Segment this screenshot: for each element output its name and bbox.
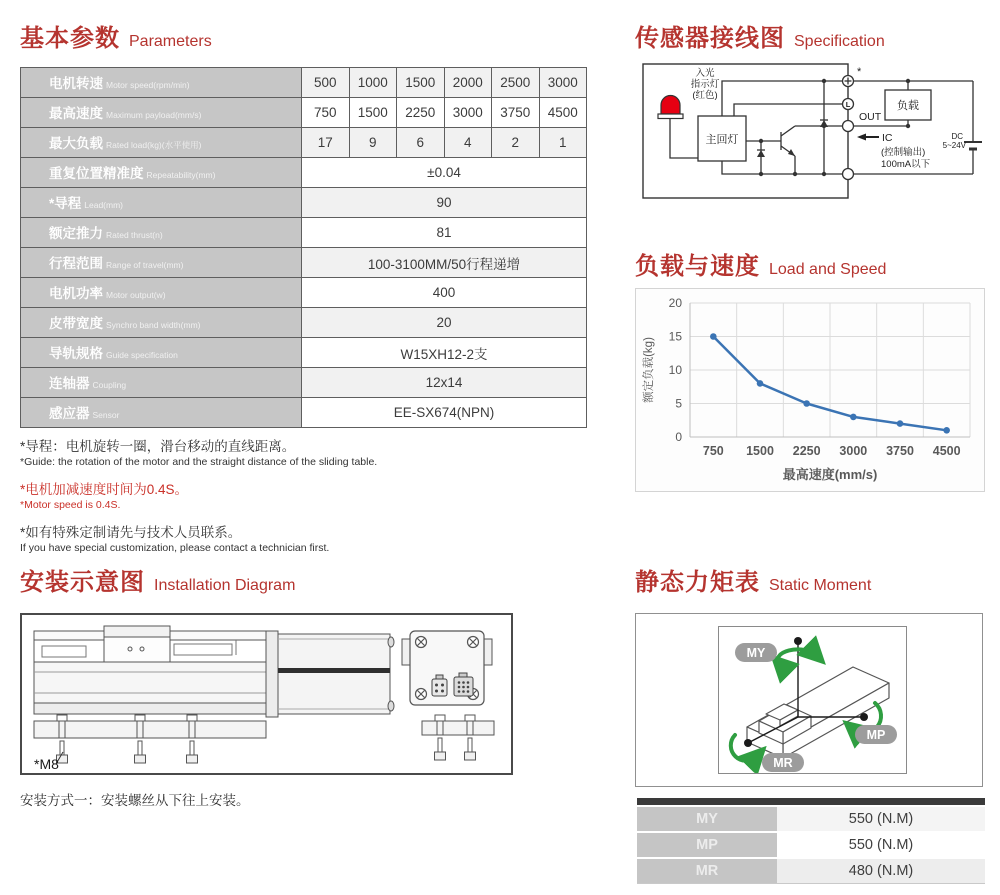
param-label-cell — [21, 308, 302, 338]
load-speed-section-title — [635, 246, 886, 281]
param-value-cell: 3000 — [444, 98, 492, 128]
static-moment-title-zh: 静态力矩表 — [635, 569, 760, 596]
param-row — [21, 398, 587, 428]
chart-gridlines — [690, 303, 970, 437]
static-moment-title-en: Static Moment — [769, 577, 872, 594]
sensor-title-zh: 传感器接线图 — [635, 25, 785, 52]
param-label-en: Maximum payload(mm/s) — [106, 110, 202, 120]
param-label-en: Guide specification — [106, 350, 178, 360]
current-limit-label: 100mA以下 — [881, 159, 931, 170]
param-value-cell: 2000 — [444, 68, 492, 98]
ic-arrow — [857, 134, 879, 141]
param-row — [21, 188, 587, 218]
sensor-wiring-diagram — [633, 58, 987, 208]
data-point-marker — [803, 400, 810, 407]
x-tick-label: 1500 — [746, 444, 774, 458]
param-value-cell: 17 — [302, 128, 350, 158]
param-label-en: Lead(mm) — [84, 200, 123, 210]
param-label-cell — [21, 128, 302, 158]
installation-caption: 安装方式一：安装螺丝从下往上安装。 — [20, 793, 250, 808]
param-label-cell — [21, 158, 302, 188]
param-label-zh: *导程 — [49, 196, 82, 211]
param-label-en: Coupling — [92, 380, 127, 390]
param-label-zh: 重复位置精准度 — [49, 166, 144, 181]
param-label-zh: 连轴器 — [49, 376, 90, 391]
footnotes-block — [20, 438, 580, 568]
param-value-cell: 4500 — [539, 98, 587, 128]
y-tick-label: 10 — [668, 363, 682, 377]
param-label-cell — [21, 278, 302, 308]
parameters-table — [20, 67, 587, 428]
param-value-cell: 90 — [302, 188, 587, 218]
param-value-cell: 1 — [539, 128, 587, 158]
led-label-line3: (红色) — [692, 90, 718, 101]
x-tick-label: 3750 — [886, 444, 914, 458]
main-circuit-label: 主回灯 — [705, 134, 739, 146]
footnote-group — [20, 524, 580, 555]
footnote-group — [20, 481, 580, 512]
chart-x-axis-title: 最高速度(mm/s) — [782, 467, 878, 482]
dc-range-label: 5~24V — [942, 141, 966, 150]
param-value-cell: 2500 — [492, 68, 540, 98]
led-label-line1: 入光 — [695, 68, 715, 79]
out-label: OUT — [859, 111, 882, 123]
moment-row-value: 550 (N.M) — [777, 833, 985, 857]
param-value-cell: ±0.04 — [302, 158, 587, 188]
param-value-cell: 2 — [492, 128, 540, 158]
load-box-label: 负载 — [897, 100, 919, 112]
footnote-group — [20, 438, 580, 469]
param-label-cell — [21, 338, 302, 368]
param-value-cell: 3000 — [539, 68, 587, 98]
rail-side-view — [34, 626, 266, 714]
param-label-zh: 最高速度 — [49, 106, 103, 121]
param-label-en: Range of travel(mm) — [106, 260, 184, 270]
y-tick-label: 5 — [675, 396, 682, 411]
ic-label: IC — [882, 132, 893, 144]
param-value-cell: 1500 — [397, 68, 445, 98]
param-value-cell: 750 — [302, 98, 350, 128]
param-row — [21, 128, 587, 158]
param-label-zh: 电机功率 — [49, 286, 103, 301]
param-row — [21, 248, 587, 278]
m8-bolt-icons — [57, 741, 198, 763]
param-label-cell — [21, 368, 302, 398]
m8-screw-label: *M8 — [34, 756, 59, 772]
x-tick-label: 750 — [702, 444, 724, 458]
param-label-zh: 最大负载 — [49, 136, 103, 151]
installation-drawing-frame — [20, 613, 513, 775]
x-tick-label: 3000 — [839, 444, 868, 458]
l-terminal-label: L — [845, 100, 851, 109]
static-moment-figure-inner — [718, 626, 907, 774]
param-label-en: Synchro band width(mm) — [106, 320, 201, 330]
param-label-en: Sensor — [92, 410, 120, 420]
load-speed-chart-box — [635, 288, 985, 492]
installation-drawing — [22, 615, 511, 773]
my-axis-label: MY — [746, 646, 766, 660]
param-label-zh: 皮带宽度 — [49, 316, 103, 331]
param-row — [21, 98, 587, 128]
param-row — [21, 338, 587, 368]
installation-title-zh: 安装示意图 — [20, 569, 145, 596]
moment-table-row — [637, 807, 985, 831]
param-row — [21, 218, 587, 248]
mp-axis-label: MP — [866, 728, 886, 742]
param-row — [21, 368, 587, 398]
footnote-en: If you have special customization, please contact a technician first. — [20, 541, 330, 554]
data-point-marker — [850, 414, 857, 421]
static-moment-diagram — [719, 627, 906, 773]
param-label-cell — [21, 398, 302, 428]
parameters-section-title — [20, 18, 212, 53]
moment-table-row — [637, 833, 985, 857]
param-value-cell: 1000 — [349, 68, 397, 98]
param-label-zh: 行程范围 — [49, 256, 103, 271]
footnote-zh: *导程：电机旋转一圈，滑台移动的直线距离。 — [20, 439, 296, 454]
param-value-cell: EE-SX674(NPN) — [302, 398, 587, 428]
moment-row-value: 550 (N.M) — [777, 807, 985, 831]
chart-tick-labels — [669, 296, 961, 458]
param-label-cell — [21, 188, 302, 218]
param-row — [21, 68, 587, 98]
chart-y-axis-title: 额定负载(kg) — [643, 337, 655, 403]
load-speed-title-en: Load and Speed — [769, 261, 887, 278]
param-value-cell: 2250 — [397, 98, 445, 128]
parameters-title-en: Parameters — [129, 33, 212, 50]
param-value-cell: 6 — [397, 128, 445, 158]
param-value-cell: 400 — [302, 278, 587, 308]
param-label-en: Motor speed(rpm/min) — [106, 80, 190, 90]
y-tick-label: 15 — [668, 329, 682, 344]
param-value-cell: 12x14 — [302, 368, 587, 398]
moment-row-value: 480 (N.M) — [777, 859, 985, 883]
dc-label: DC — [951, 132, 963, 141]
control-output-label: (控制输出) — [881, 147, 926, 158]
led-label — [691, 67, 720, 101]
param-value-cell: 20 — [302, 308, 587, 338]
moment-row-label: MP — [637, 833, 777, 857]
mr-axis-label: MR — [773, 756, 793, 770]
moment-table-row — [637, 859, 985, 883]
footnote-en: *Guide: the rotation of the motor and the straight distance of the sliding table. — [20, 455, 378, 468]
param-value-cell: 1500 — [349, 98, 397, 128]
param-label-cell — [21, 98, 302, 128]
load-speed-title-zh: 负载与速度 — [635, 253, 760, 280]
parameters-title-zh: 基本参数 — [20, 25, 120, 52]
param-row — [21, 158, 587, 188]
param-label-en: Rated thrust(n) — [106, 230, 163, 240]
installation-section-title — [20, 562, 295, 597]
footnote-zh: *电机加减速度时间为0.4S。 — [20, 482, 189, 498]
param-label-en: Rated load(kg)(水平使用) — [106, 140, 202, 150]
y-tick-label: 0 — [675, 430, 682, 444]
sensor-section-title — [635, 18, 885, 53]
param-label-zh: 电机转速 — [49, 76, 103, 91]
param-value-cell: 500 — [302, 68, 350, 98]
footnote-en: *Motor speed is 0.4S. — [20, 498, 121, 511]
param-label-cell — [21, 248, 302, 278]
data-point-marker — [943, 427, 950, 434]
param-label-cell — [21, 68, 302, 98]
param-value-cell: 3750 — [492, 98, 540, 128]
installation-title-en: Installation Diagram — [154, 577, 296, 594]
footnote-zh: *如有特殊定制请先与技术人员联系。 — [20, 525, 242, 541]
motor-side-view — [266, 631, 394, 717]
param-value-cell: 4 — [444, 128, 492, 158]
x-tick-label: 2250 — [792, 444, 821, 458]
y-tick-label: 20 — [668, 296, 682, 310]
param-value-cell: W15XH12-2支 — [302, 338, 587, 368]
param-label-zh: 感应器 — [49, 406, 90, 421]
load-speed-chart — [636, 289, 984, 491]
motor-end-view — [402, 631, 492, 705]
rail-isometric — [747, 667, 889, 758]
param-label-zh: 额定推力 — [49, 226, 103, 241]
static-moment-figure-box — [635, 613, 983, 787]
param-label-en: Repeatability(mm) — [146, 170, 216, 180]
param-value-cell: 100-3100MM/50行程递增 — [302, 248, 587, 278]
static-moment-table-top-bar — [637, 798, 985, 805]
data-point-marker — [757, 380, 764, 387]
static-moment-table — [637, 807, 985, 884]
led-label-line2: 指示灯 — [690, 79, 720, 90]
x-tick-label: 4500 — [932, 444, 961, 458]
moment-row-label: MY — [637, 807, 777, 831]
param-label-en: Motor output(w) — [106, 290, 166, 300]
sensor-title-en: Specification — [794, 33, 885, 50]
static-moment-section-title — [635, 562, 871, 597]
param-row — [21, 278, 587, 308]
moment-row-label: MR — [637, 859, 777, 883]
mounting-plate-and-bolts — [34, 715, 266, 764]
param-value-cell: 81 — [302, 218, 587, 248]
param-value-cell: 9 — [349, 128, 397, 158]
right-mounting-plate-and-bolts — [422, 715, 494, 760]
data-point-marker — [710, 333, 717, 340]
param-label-zh: 导轨规格 — [49, 346, 103, 361]
param-row — [21, 308, 587, 338]
param-label-cell — [21, 218, 302, 248]
data-point-marker — [897, 420, 904, 427]
led-indicator-icon — [658, 96, 683, 119]
plus-terminal-asterisk: * — [857, 66, 862, 78]
